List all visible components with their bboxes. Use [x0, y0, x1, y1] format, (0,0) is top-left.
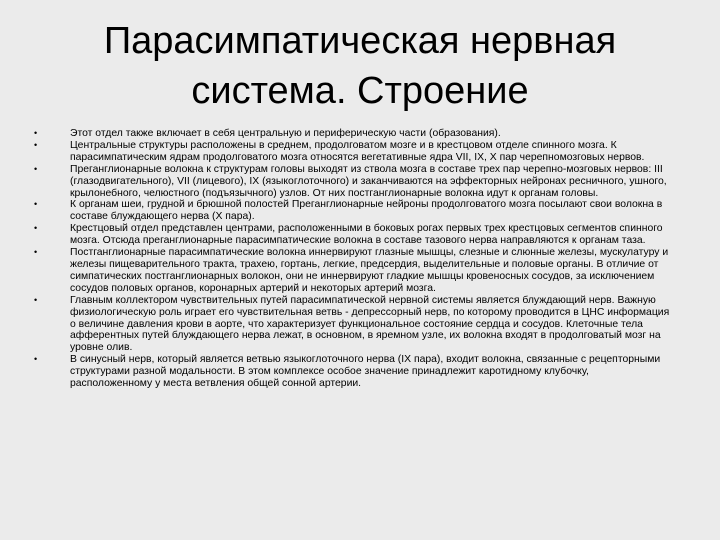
bullet-text: Крестцовый отдел представлен центрами, расположенными в боковых рогах первых трех крестцовых сегментов спинного мозга. Отсюда преганглионарные парасимпатические волокна в составе тазового нерва направляются к органам таза. — [70, 223, 663, 247]
bullet-item — [34, 140, 672, 164]
bullet-item — [34, 247, 672, 295]
bullet-item — [34, 223, 672, 247]
bullet-text: В синусный нерв, который является ветвью языкоглоточного нерва (IX пара), входит волокна, связанные с рецепторными структурами разной модальности. В этом комплексе особое значение принадлежит каротидному клубочку, расположенному у места ветвления общей сонной артерии. — [70, 354, 661, 390]
bullet-text: К органам шеи, грудной и брюшной полостей Преганглионарные нейроны продолговатого мозга посылают свои волокна в составе блуждающего нерва (Х пара). — [70, 199, 663, 223]
bullet-item — [34, 354, 672, 390]
bullet-text: Этот отдел также включает в себя центральную и периферическую части (образования). — [70, 128, 501, 139]
bullet-icon: • — [34, 128, 38, 138]
bullet-text: Постганглионарные парасимпатические волокна иннервируют глазные мышцы, слезные и слюнные железы, мускулатуру и железы пищеварительного тракта, трахею, гортань, легкие, предсердия, выделительные и половые органы. В отличие от симпатических постганглионарных волокон, они не иннервируют гладкие мышцы кровеносных сосудов, за исключением сосудов половых органов, коронарных артерий и некоторых артерий мозга. — [70, 247, 669, 294]
bullet-icon: • — [34, 223, 38, 234]
bullet-icon: • — [34, 354, 38, 365]
bullet-icon: • — [34, 247, 38, 258]
bullet-icon: • — [34, 199, 38, 210]
slide-title — [20, 16, 700, 116]
bullet-item — [34, 164, 672, 200]
bullet-item — [34, 128, 672, 140]
slide-title-line-1: Парасимпатическая нервная — [103, 20, 617, 62]
bullet-text: Главным коллектором чувствительных путей парасимпатической нервной системы является блуждающий нерв. Важную физиологическую роль играет его чувствительная ветвь - депрессорный нерв, по которому проводится в ЦНС информация о величине давления крови в аорте, что характеризует функциональное состояние сердца и сосудов. Клеточные тела афферентных путей блуждающего нерва лежат, в основном, в яремном узле, их волокна входят в продолговатый мозг на уровне олив. — [70, 294, 670, 354]
slide-title-line-2: система. Строение — [191, 70, 529, 112]
bullet-list — [34, 128, 672, 390]
bullet-item — [34, 295, 672, 355]
bullet-text: Преганглионарные волокна к структурам головы выходят из ствола мозга в составе трех пар черепно-мозговых нервов: III (глазодвигательного), VII (лицевого), IX (языкоглоточного) и заканчиваются на эффекторных нейронах ресничного, ушного, крылонебного, челюстного (подъязычного) узлов. От них постганглионарные волокна идут к органам головы. — [70, 163, 667, 199]
bullet-icon: • — [34, 139, 38, 150]
bullet-icon: • — [34, 163, 38, 174]
bullet-icon: • — [34, 294, 38, 305]
bullet-item — [34, 199, 672, 223]
bullet-text: Центральные структуры расположены в среднем, продолговатом мозге и в крестцовом отделе спинного мозга. К парасимпатическим ядрам продолговатого мозга относятся вегетативные ядра VII, IX, X пар черепномозговых нервов. — [70, 139, 645, 163]
